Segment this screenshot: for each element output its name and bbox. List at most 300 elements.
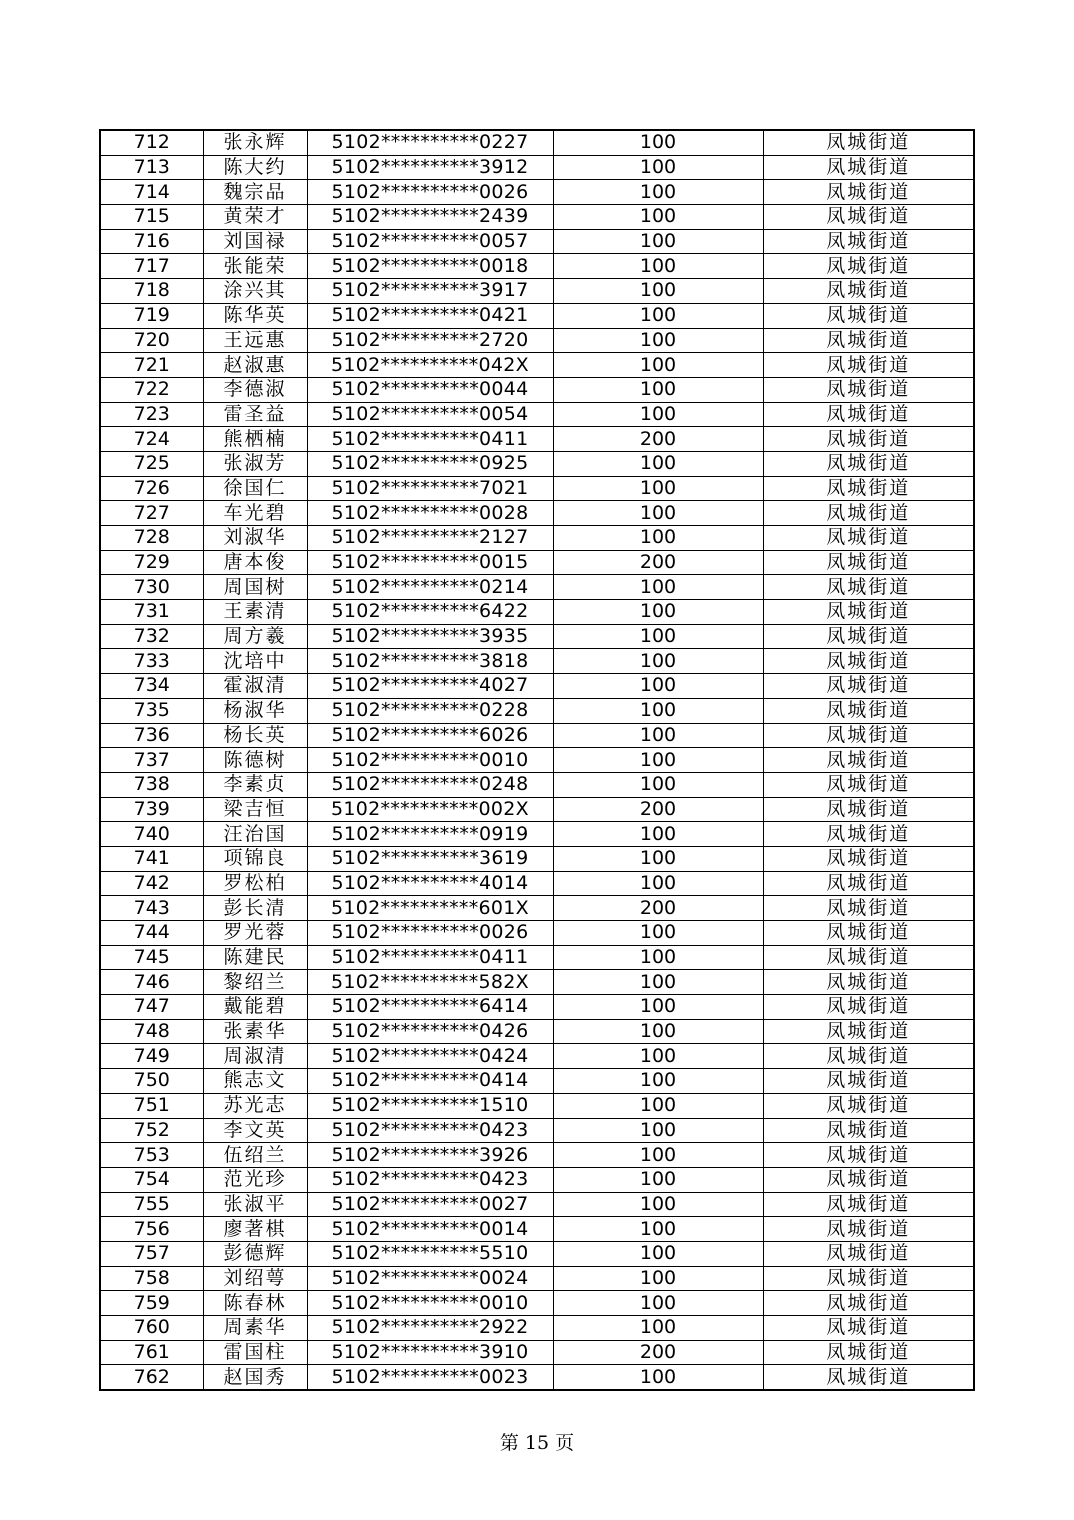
table-row bbox=[100, 1118, 974, 1143]
row-number-cell: 756 bbox=[100, 1217, 203, 1242]
table-row bbox=[100, 1093, 974, 1118]
street-cell: 凤城街道 bbox=[763, 921, 974, 946]
table-row bbox=[100, 205, 974, 230]
row-number-cell: 729 bbox=[100, 550, 203, 575]
street-cell: 凤城街道 bbox=[763, 970, 974, 995]
table-row bbox=[100, 970, 974, 995]
person-name-cell: 张淑平 bbox=[203, 1192, 307, 1217]
person-name-cell: 张淑芳 bbox=[203, 451, 307, 476]
person-name-cell: 罗光蓉 bbox=[203, 921, 307, 946]
amount-cell: 200 bbox=[553, 896, 763, 921]
row-number-cell: 750 bbox=[100, 1069, 203, 1094]
table-row bbox=[100, 624, 974, 649]
street-cell: 凤城街道 bbox=[763, 995, 974, 1020]
amount-cell: 100 bbox=[553, 970, 763, 995]
amount-cell: 100 bbox=[553, 624, 763, 649]
amount-cell: 100 bbox=[553, 1143, 763, 1168]
amount-cell: 100 bbox=[553, 1266, 763, 1291]
person-name-cell: 熊志文 bbox=[203, 1069, 307, 1094]
table-row bbox=[100, 451, 974, 476]
person-name-cell: 李文英 bbox=[203, 1118, 307, 1143]
amount-cell: 100 bbox=[553, 698, 763, 723]
amount-cell: 100 bbox=[553, 1118, 763, 1143]
street-cell: 凤城街道 bbox=[763, 723, 974, 748]
street-cell: 凤城街道 bbox=[763, 353, 974, 378]
id-number-cell: 5102**********0024 bbox=[307, 1266, 553, 1291]
row-number-cell: 727 bbox=[100, 501, 203, 526]
street-cell: 凤城街道 bbox=[763, 1291, 974, 1316]
id-number-cell: 5102**********6414 bbox=[307, 995, 553, 1020]
amount-cell: 100 bbox=[553, 254, 763, 279]
street-cell: 凤城街道 bbox=[763, 698, 974, 723]
person-name-cell: 廖著棋 bbox=[203, 1217, 307, 1242]
street-cell: 凤城街道 bbox=[763, 155, 974, 180]
id-number-cell: 5102**********3910 bbox=[307, 1340, 553, 1365]
street-cell: 凤城街道 bbox=[763, 945, 974, 970]
street-cell: 凤城街道 bbox=[763, 896, 974, 921]
row-number-cell: 744 bbox=[100, 921, 203, 946]
amount-cell: 200 bbox=[553, 550, 763, 575]
id-number-cell: 5102**********0015 bbox=[307, 550, 553, 575]
person-name-cell: 张能荣 bbox=[203, 254, 307, 279]
row-number-cell: 734 bbox=[100, 674, 203, 699]
row-number-cell: 723 bbox=[100, 402, 203, 427]
person-name-cell: 陈建民 bbox=[203, 945, 307, 970]
person-name-cell: 周淑清 bbox=[203, 1044, 307, 1069]
id-number-cell: 5102**********002X bbox=[307, 797, 553, 822]
row-number-cell: 743 bbox=[100, 896, 203, 921]
street-cell: 凤城街道 bbox=[763, 303, 974, 328]
row-number-cell: 757 bbox=[100, 1241, 203, 1266]
row-number-cell: 745 bbox=[100, 945, 203, 970]
table-row bbox=[100, 279, 974, 304]
table-row bbox=[100, 254, 974, 279]
street-cell: 凤城街道 bbox=[763, 229, 974, 254]
street-cell: 凤城街道 bbox=[763, 550, 974, 575]
amount-cell: 100 bbox=[553, 1093, 763, 1118]
amount-cell: 100 bbox=[553, 205, 763, 230]
person-name-cell: 刘淑华 bbox=[203, 526, 307, 551]
street-cell: 凤城街道 bbox=[763, 822, 974, 847]
person-name-cell: 唐本俊 bbox=[203, 550, 307, 575]
amount-cell: 100 bbox=[553, 328, 763, 353]
id-number-cell: 5102**********0028 bbox=[307, 501, 553, 526]
street-cell: 凤城街道 bbox=[763, 797, 974, 822]
page-number: 第 15 页 bbox=[499, 1432, 575, 1454]
person-name-cell: 周国树 bbox=[203, 575, 307, 600]
id-number-cell: 5102**********0010 bbox=[307, 748, 553, 773]
person-name-cell: 伍绍兰 bbox=[203, 1143, 307, 1168]
id-number-cell: 5102**********1510 bbox=[307, 1093, 553, 1118]
row-number-cell: 712 bbox=[100, 130, 203, 155]
person-name-cell: 周素华 bbox=[203, 1316, 307, 1341]
table-row bbox=[100, 921, 974, 946]
street-cell: 凤城街道 bbox=[763, 1241, 974, 1266]
amount-cell: 100 bbox=[553, 1241, 763, 1266]
street-cell: 凤城街道 bbox=[763, 254, 974, 279]
id-number-cell: 5102**********3926 bbox=[307, 1143, 553, 1168]
street-cell: 凤城街道 bbox=[763, 1167, 974, 1192]
street-cell: 凤城街道 bbox=[763, 1365, 974, 1390]
id-number-cell: 5102**********0424 bbox=[307, 1044, 553, 1069]
id-number-cell: 5102**********0023 bbox=[307, 1365, 553, 1390]
person-name-cell: 张素华 bbox=[203, 1019, 307, 1044]
person-name-cell: 张永辉 bbox=[203, 130, 307, 155]
person-name-cell: 刘绍萼 bbox=[203, 1266, 307, 1291]
person-name-cell: 涂兴其 bbox=[203, 279, 307, 304]
person-name-cell: 赵淑惠 bbox=[203, 353, 307, 378]
amount-cell: 100 bbox=[553, 1044, 763, 1069]
street-cell: 凤城街道 bbox=[763, 402, 974, 427]
id-number-cell: 5102**********0414 bbox=[307, 1069, 553, 1094]
amount-cell: 100 bbox=[553, 1217, 763, 1242]
street-cell: 凤城街道 bbox=[763, 1069, 974, 1094]
street-cell: 凤城街道 bbox=[763, 600, 974, 625]
row-number-cell: 739 bbox=[100, 797, 203, 822]
street-cell: 凤城街道 bbox=[763, 130, 974, 155]
table-row bbox=[100, 1044, 974, 1069]
row-number-cell: 738 bbox=[100, 772, 203, 797]
table-row bbox=[100, 1266, 974, 1291]
street-cell: 凤城街道 bbox=[763, 1340, 974, 1365]
table-row bbox=[100, 1019, 974, 1044]
table-row bbox=[100, 476, 974, 501]
table-row bbox=[100, 945, 974, 970]
person-name-cell: 黎绍兰 bbox=[203, 970, 307, 995]
table-row bbox=[100, 501, 974, 526]
person-name-cell: 熊栖楠 bbox=[203, 427, 307, 452]
table-row bbox=[100, 575, 974, 600]
id-number-cell: 5102**********6026 bbox=[307, 723, 553, 748]
amount-cell: 100 bbox=[553, 180, 763, 205]
amount-cell: 100 bbox=[553, 1069, 763, 1094]
person-name-cell: 陈大约 bbox=[203, 155, 307, 180]
street-cell: 凤城街道 bbox=[763, 1019, 974, 1044]
row-number-cell: 720 bbox=[100, 328, 203, 353]
table-row bbox=[100, 772, 974, 797]
person-name-cell: 项锦良 bbox=[203, 846, 307, 871]
person-name-cell: 徐国仁 bbox=[203, 476, 307, 501]
street-cell: 凤城街道 bbox=[763, 476, 974, 501]
id-number-cell: 5102**********042X bbox=[307, 353, 553, 378]
amount-cell: 100 bbox=[553, 772, 763, 797]
person-name-cell: 汪治国 bbox=[203, 822, 307, 847]
person-name-cell: 杨长英 bbox=[203, 723, 307, 748]
person-name-cell: 李素贞 bbox=[203, 772, 307, 797]
person-name-cell: 陈德树 bbox=[203, 748, 307, 773]
row-number-cell: 754 bbox=[100, 1167, 203, 1192]
row-number-cell: 735 bbox=[100, 698, 203, 723]
street-cell: 凤城街道 bbox=[763, 427, 974, 452]
id-number-cell: 5102**********0228 bbox=[307, 698, 553, 723]
subsidy-table bbox=[99, 129, 975, 1391]
row-number-cell: 748 bbox=[100, 1019, 203, 1044]
amount-cell: 100 bbox=[553, 476, 763, 501]
table-row bbox=[100, 303, 974, 328]
row-number-cell: 752 bbox=[100, 1118, 203, 1143]
id-number-cell: 5102**********582X bbox=[307, 970, 553, 995]
id-number-cell: 5102**********2439 bbox=[307, 205, 553, 230]
street-cell: 凤城街道 bbox=[763, 180, 974, 205]
street-cell: 凤城街道 bbox=[763, 377, 974, 402]
id-number-cell: 5102**********0421 bbox=[307, 303, 553, 328]
row-number-cell: 722 bbox=[100, 377, 203, 402]
street-cell: 凤城街道 bbox=[763, 1143, 974, 1168]
street-cell: 凤城街道 bbox=[763, 1217, 974, 1242]
street-cell: 凤城街道 bbox=[763, 1192, 974, 1217]
person-name-cell: 周方羲 bbox=[203, 624, 307, 649]
amount-cell: 100 bbox=[553, 723, 763, 748]
person-name-cell: 杨淑华 bbox=[203, 698, 307, 723]
id-number-cell: 5102**********2922 bbox=[307, 1316, 553, 1341]
table-row bbox=[100, 130, 974, 155]
id-number-cell: 5102**********0248 bbox=[307, 772, 553, 797]
row-number-cell: 721 bbox=[100, 353, 203, 378]
amount-cell: 200 bbox=[553, 427, 763, 452]
street-cell: 凤城街道 bbox=[763, 1316, 974, 1341]
person-name-cell: 雷国柱 bbox=[203, 1340, 307, 1365]
amount-cell: 100 bbox=[553, 748, 763, 773]
table-row bbox=[100, 229, 974, 254]
person-name-cell: 梁吉恒 bbox=[203, 797, 307, 822]
street-cell: 凤城街道 bbox=[763, 501, 974, 526]
person-name-cell: 王远惠 bbox=[203, 328, 307, 353]
table-row bbox=[100, 550, 974, 575]
id-number-cell: 5102**********0026 bbox=[307, 921, 553, 946]
row-number-cell: 713 bbox=[100, 155, 203, 180]
street-cell: 凤城街道 bbox=[763, 1266, 974, 1291]
amount-cell: 100 bbox=[553, 1365, 763, 1390]
amount-cell: 100 bbox=[553, 1316, 763, 1341]
street-cell: 凤城街道 bbox=[763, 1118, 974, 1143]
table-row bbox=[100, 896, 974, 921]
table-row bbox=[100, 871, 974, 896]
street-cell: 凤城街道 bbox=[763, 871, 974, 896]
table-row bbox=[100, 846, 974, 871]
id-number-cell: 5102**********0018 bbox=[307, 254, 553, 279]
table-row bbox=[100, 674, 974, 699]
row-number-cell: 761 bbox=[100, 1340, 203, 1365]
row-number-cell: 714 bbox=[100, 180, 203, 205]
row-number-cell: 742 bbox=[100, 871, 203, 896]
amount-cell: 100 bbox=[553, 1192, 763, 1217]
id-number-cell: 5102**********3935 bbox=[307, 624, 553, 649]
table-row bbox=[100, 1069, 974, 1094]
person-name-cell: 彭长清 bbox=[203, 896, 307, 921]
person-name-cell: 沈培中 bbox=[203, 649, 307, 674]
row-number-cell: 762 bbox=[100, 1365, 203, 1390]
row-number-cell: 749 bbox=[100, 1044, 203, 1069]
id-number-cell: 5102**********0214 bbox=[307, 575, 553, 600]
street-cell: 凤城街道 bbox=[763, 451, 974, 476]
amount-cell: 100 bbox=[553, 229, 763, 254]
id-number-cell: 5102**********7021 bbox=[307, 476, 553, 501]
table-row bbox=[100, 1217, 974, 1242]
street-cell: 凤城街道 bbox=[763, 575, 974, 600]
table-body bbox=[100, 130, 974, 1390]
amount-cell: 100 bbox=[553, 921, 763, 946]
table-row bbox=[100, 748, 974, 773]
row-number-cell: 728 bbox=[100, 526, 203, 551]
amount-cell: 100 bbox=[553, 995, 763, 1020]
amount-cell: 100 bbox=[553, 871, 763, 896]
table-row bbox=[100, 1143, 974, 1168]
table-row bbox=[100, 698, 974, 723]
table-row bbox=[100, 822, 974, 847]
id-number-cell: 5102**********3912 bbox=[307, 155, 553, 180]
row-number-cell: 736 bbox=[100, 723, 203, 748]
id-number-cell: 5102**********4014 bbox=[307, 871, 553, 896]
street-cell: 凤城街道 bbox=[763, 205, 974, 230]
street-cell: 凤城街道 bbox=[763, 279, 974, 304]
id-number-cell: 5102**********3917 bbox=[307, 279, 553, 304]
id-number-cell: 5102**********0426 bbox=[307, 1019, 553, 1044]
id-number-cell: 5102**********0411 bbox=[307, 427, 553, 452]
amount-cell: 100 bbox=[553, 600, 763, 625]
table-row bbox=[100, 1192, 974, 1217]
id-number-cell: 5102**********0057 bbox=[307, 229, 553, 254]
id-number-cell: 5102**********0423 bbox=[307, 1118, 553, 1143]
person-name-cell: 魏宗品 bbox=[203, 180, 307, 205]
row-number-cell: 758 bbox=[100, 1266, 203, 1291]
id-number-cell: 5102**********3619 bbox=[307, 846, 553, 871]
person-name-cell: 雷圣益 bbox=[203, 402, 307, 427]
amount-cell: 100 bbox=[553, 674, 763, 699]
row-number-cell: 746 bbox=[100, 970, 203, 995]
id-number-cell: 5102**********0010 bbox=[307, 1291, 553, 1316]
person-name-cell: 范光珍 bbox=[203, 1167, 307, 1192]
person-name-cell: 彭德辉 bbox=[203, 1241, 307, 1266]
row-number-cell: 733 bbox=[100, 649, 203, 674]
amount-cell: 100 bbox=[553, 649, 763, 674]
id-number-cell: 5102**********0044 bbox=[307, 377, 553, 402]
person-name-cell: 戴能碧 bbox=[203, 995, 307, 1020]
id-number-cell: 5102**********0423 bbox=[307, 1167, 553, 1192]
person-name-cell: 赵国秀 bbox=[203, 1365, 307, 1390]
amount-cell: 100 bbox=[553, 279, 763, 304]
table-row bbox=[100, 1167, 974, 1192]
id-number-cell: 5102**********2720 bbox=[307, 328, 553, 353]
id-number-cell: 5102**********601X bbox=[307, 896, 553, 921]
amount-cell: 100 bbox=[553, 1019, 763, 1044]
id-number-cell: 5102**********0027 bbox=[307, 1192, 553, 1217]
table-row bbox=[100, 600, 974, 625]
table-row bbox=[100, 995, 974, 1020]
row-number-cell: 716 bbox=[100, 229, 203, 254]
person-name-cell: 陈春林 bbox=[203, 1291, 307, 1316]
row-number-cell: 753 bbox=[100, 1143, 203, 1168]
person-name-cell: 黄荣才 bbox=[203, 205, 307, 230]
amount-cell: 200 bbox=[553, 797, 763, 822]
person-name-cell: 苏光志 bbox=[203, 1093, 307, 1118]
amount-cell: 100 bbox=[553, 1167, 763, 1192]
person-name-cell: 刘国禄 bbox=[203, 229, 307, 254]
row-number-cell: 737 bbox=[100, 748, 203, 773]
street-cell: 凤城街道 bbox=[763, 526, 974, 551]
amount-cell: 100 bbox=[553, 402, 763, 427]
row-number-cell: 741 bbox=[100, 846, 203, 871]
id-number-cell: 5102**********5510 bbox=[307, 1241, 553, 1266]
amount-cell: 100 bbox=[553, 353, 763, 378]
street-cell: 凤城街道 bbox=[763, 846, 974, 871]
street-cell: 凤城街道 bbox=[763, 1093, 974, 1118]
table-row bbox=[100, 1291, 974, 1316]
row-number-cell: 718 bbox=[100, 279, 203, 304]
row-number-cell: 724 bbox=[100, 427, 203, 452]
table-row bbox=[100, 328, 974, 353]
id-number-cell: 5102**********6422 bbox=[307, 600, 553, 625]
street-cell: 凤城街道 bbox=[763, 772, 974, 797]
id-number-cell: 5102**********3818 bbox=[307, 649, 553, 674]
street-cell: 凤城街道 bbox=[763, 328, 974, 353]
person-name-cell: 李德淑 bbox=[203, 377, 307, 402]
table-row bbox=[100, 1241, 974, 1266]
row-number-cell: 731 bbox=[100, 600, 203, 625]
amount-cell: 100 bbox=[553, 822, 763, 847]
table-row bbox=[100, 797, 974, 822]
table-row bbox=[100, 1340, 974, 1365]
id-number-cell: 5102**********4027 bbox=[307, 674, 553, 699]
table-row bbox=[100, 649, 974, 674]
row-number-cell: 725 bbox=[100, 451, 203, 476]
street-cell: 凤城街道 bbox=[763, 624, 974, 649]
amount-cell: 100 bbox=[553, 501, 763, 526]
amount-cell: 100 bbox=[553, 451, 763, 476]
row-number-cell: 730 bbox=[100, 575, 203, 600]
table-row bbox=[100, 723, 974, 748]
id-number-cell: 5102**********2127 bbox=[307, 526, 553, 551]
table-row bbox=[100, 353, 974, 378]
table-row bbox=[100, 1316, 974, 1341]
amount-cell: 100 bbox=[553, 846, 763, 871]
row-number-cell: 760 bbox=[100, 1316, 203, 1341]
amount-cell: 100 bbox=[553, 130, 763, 155]
amount-cell: 100 bbox=[553, 1291, 763, 1316]
street-cell: 凤城街道 bbox=[763, 649, 974, 674]
person-name-cell: 罗松柏 bbox=[203, 871, 307, 896]
table-row bbox=[100, 402, 974, 427]
row-number-cell: 759 bbox=[100, 1291, 203, 1316]
row-number-cell: 755 bbox=[100, 1192, 203, 1217]
row-number-cell: 740 bbox=[100, 822, 203, 847]
person-name-cell: 陈华英 bbox=[203, 303, 307, 328]
row-number-cell: 732 bbox=[100, 624, 203, 649]
street-cell: 凤城街道 bbox=[763, 1044, 974, 1069]
table-row bbox=[100, 1365, 974, 1390]
row-number-cell: 747 bbox=[100, 995, 203, 1020]
amount-cell: 100 bbox=[553, 945, 763, 970]
id-number-cell: 5102**********0919 bbox=[307, 822, 553, 847]
amount-cell: 100 bbox=[553, 377, 763, 402]
table-row bbox=[100, 526, 974, 551]
person-name-cell: 霍淑清 bbox=[203, 674, 307, 699]
row-number-cell: 751 bbox=[100, 1093, 203, 1118]
amount-cell: 100 bbox=[553, 575, 763, 600]
amount-cell: 100 bbox=[553, 155, 763, 180]
table-row bbox=[100, 377, 974, 402]
amount-cell: 100 bbox=[553, 303, 763, 328]
amount-cell: 200 bbox=[553, 1340, 763, 1365]
table-row bbox=[100, 180, 974, 205]
street-cell: 凤城街道 bbox=[763, 674, 974, 699]
id-number-cell: 5102**********0054 bbox=[307, 402, 553, 427]
table-row bbox=[100, 155, 974, 180]
id-number-cell: 5102**********0014 bbox=[307, 1217, 553, 1242]
row-number-cell: 726 bbox=[100, 476, 203, 501]
row-number-cell: 715 bbox=[100, 205, 203, 230]
row-number-cell: 717 bbox=[100, 254, 203, 279]
row-number-cell: 719 bbox=[100, 303, 203, 328]
